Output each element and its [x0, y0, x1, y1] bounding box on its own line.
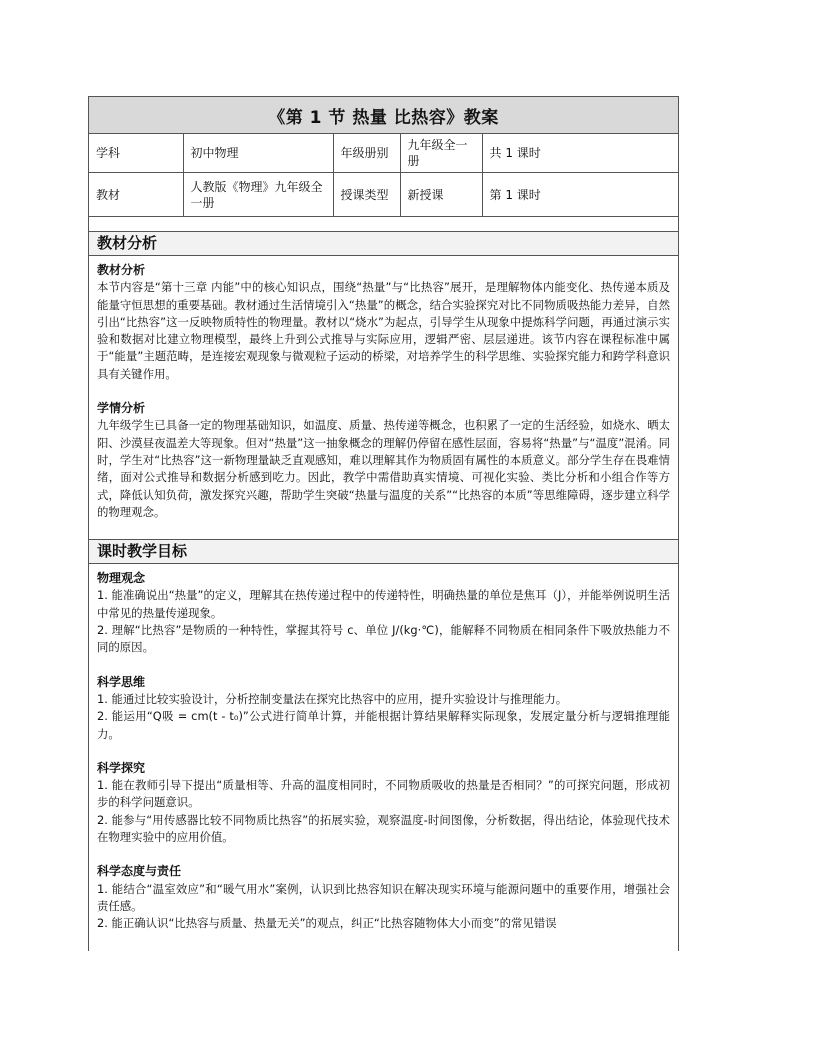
meta-cell-hours: 共 1 课时 [482, 134, 678, 173]
goal-item: 1. 能在教师引导下提出“质量相等、升高的温度相同时，不同物质吸收的热量是否相同？”的可探究问题，形成初步的科学问题意识。 [97, 778, 670, 810]
goal-item: 2. 能正确认识“比热容与质量、热量无关”的观点，纠正“比热容随物体大小而变”的常见错误 [97, 916, 557, 931]
section-heading-analysis: 教材分析 [89, 231, 678, 256]
meta-table [89, 134, 678, 217]
goal-item: 2. 理解“比热容”是物质的一种特性，掌握其符号 c、单位 J/(kg·℃)，能解释不同物质在相同条件下吸放热能力不同的原因。 [97, 623, 670, 655]
goal-group-title: 科学探究 [97, 760, 146, 775]
goals-body [89, 564, 678, 940]
goal-group-title: 科学态度与责任 [97, 864, 182, 879]
goal-item: 2. 能参与“用传感器比较不同物质比热容”的拓展实验，观察温度-时间图像，分析数据，得出结论，体验现代技术在物理实验中的应用价值。 [97, 812, 670, 845]
analysis-body [89, 256, 678, 529]
meta-cell-period: 第 1 课时 [482, 173, 678, 217]
meta-cell-subject-label: 学科 [89, 134, 183, 173]
goal-group-title: 物理观念 [97, 571, 146, 586]
material-analysis-text: 本节内容是“第十三章 内能”中的核心知识点，围绕“热量”与“比热容”展开，是理解物体内能变化、热传递本质及能量守恒思想的重要基础。教材通过生活情境引入“热量”的概念，结合实验探究对比不同物质吸热能力差异，自然引出“比热容”这一反映物质特性的物理量。教材以“烧水”为起点，引导学生从现象中提炼科学问题，再通过演示实验和数据对比建立物理模型，最终上升到公式推导与实际应用，逻辑严密、层层递进。该节内容在课程标准中属于“能量”主题范畴，是连接宏观现象与微观粒子运动的桥梁，对培养学生的科学思维、实验探究能力和跨学科意识具有关键作用。 [97, 280, 670, 381]
meta-row [89, 173, 678, 217]
goal-item: 1. 能结合“温室效应”和“暖气用水”案例，认识到比热容知识在解决现实环境与能源问题中的重要作用，增强社会责任感。 [97, 881, 670, 913]
meta-cell-textbook-label: 教材 [89, 173, 183, 217]
student-analysis-text: 九年级学生已具备一定的物理基础知识，如温度、质量、热传递等概念，也积累了一定的生活经验，如烧水、晒太阳、沙漠昼夜温差大等现象。但对“热量”这一抽象概念的理解仍停留在感性层面，容易将“热量”与“温度”混淆。同时，学生对“比热容”这一新物理量缺乏直观感知，难以理解其作为物质固有属性的本质意义。部分学生存在畏难情绪，面对公式推导和数据分析感到吃力。因此，教学中需借助真实情境、可视化实验、类比分析和小组合作等方式，降低认知负荷，激发探究兴趣，帮助学生突破“热量与温度的关系”“比热容的本质”等思维障碍，逐步建立科学的物理观念。 [97, 418, 670, 519]
material-analysis-title: 教材分析 [97, 263, 146, 277]
meta-cell-type-label: 授课类型 [333, 173, 400, 217]
goal-item: 1. 能准确说出“热量”的定义，理解其在热传递过程中的传递特性，明确热量的单位是焦耳（J），并能举例说明生活中常见的热量传递现象。 [97, 588, 670, 620]
meta-cell-grade-label: 年级册别 [333, 134, 400, 173]
student-analysis-title: 学情分析 [97, 401, 146, 416]
meta-cell-subject-value: 初中物理 [183, 134, 333, 173]
lesson-plan-page [88, 96, 679, 951]
goal-item: 2. 能运用“Q吸 = cm(t - t₀)”公式进行简单计算，并能根据计算结果解释实际现象，发展定量分析与逻辑推理能力。 [97, 709, 670, 741]
meta-cell-type-value: 新授课 [400, 173, 482, 217]
document-title: 《第 1 节 热量 比热容》教案 [89, 97, 678, 134]
goal-item: 1. 能通过比较实验设计，分析控制变量法在探究比热容中的应用，提升实验设计与推理能力。 [97, 691, 568, 706]
meta-cell-grade-value: 九年级全一册 [400, 134, 482, 173]
section-heading-goals: 课时教学目标 [89, 539, 678, 564]
meta-cell-textbook-value: 人教版《物理》九年级全一册 [183, 173, 333, 217]
goal-group-title: 科学思维 [97, 674, 146, 689]
meta-row [89, 134, 678, 173]
